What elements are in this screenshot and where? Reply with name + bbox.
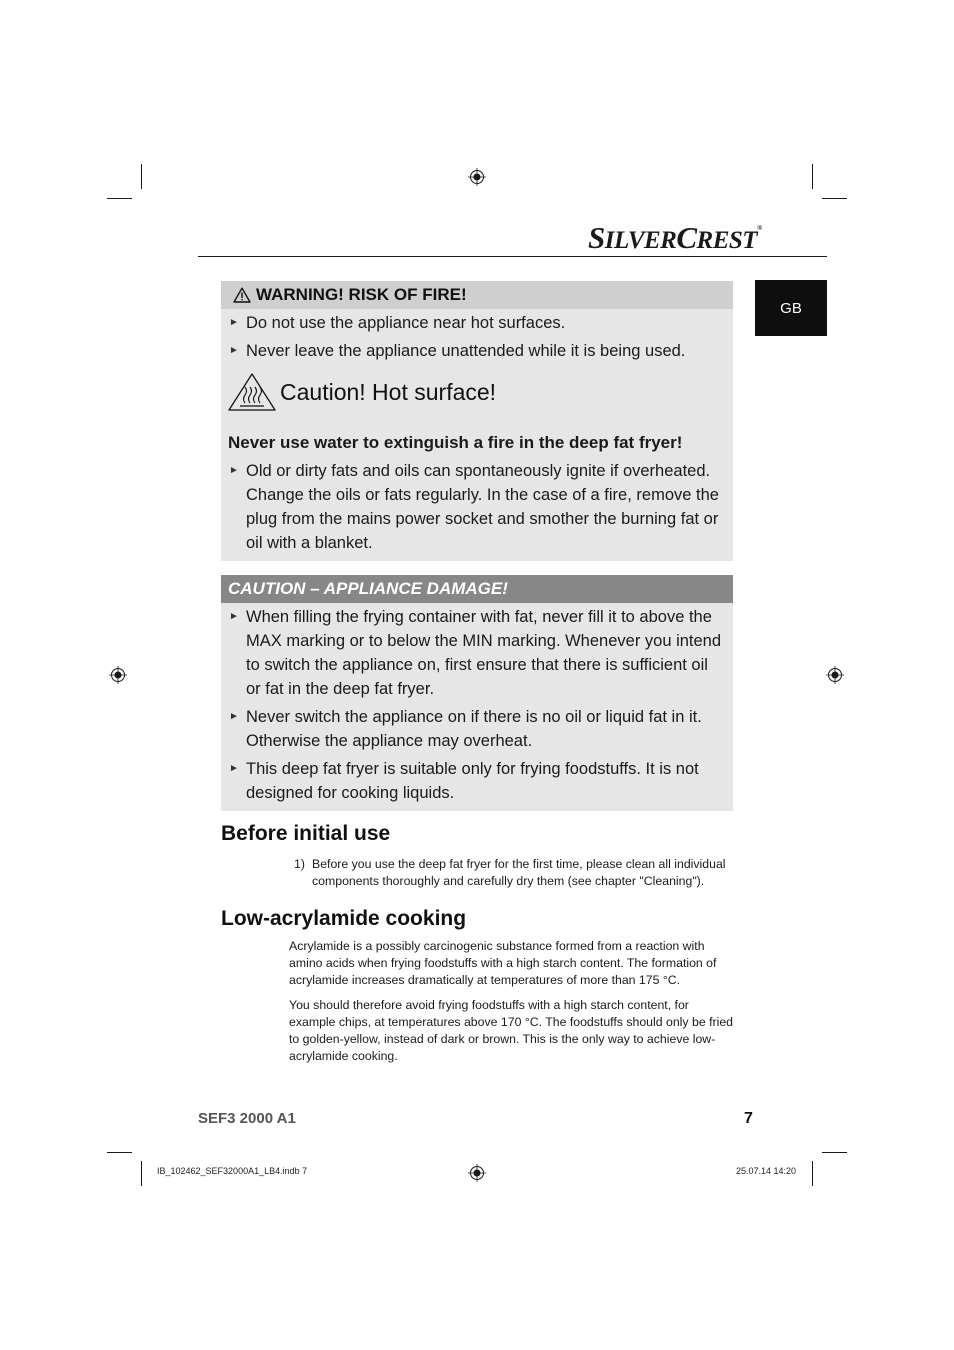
crop-mark (141, 164, 142, 189)
arrow-right-icon: ► (229, 763, 239, 774)
list-item: ► This deep fat fryer is suitable only for frying foodstuffs. It is not designed for cooking liquids. (221, 757, 733, 805)
warning-box-title: WARNING! RISK OF FIRE! (256, 285, 467, 304)
list-item: ► Never leave the appliance unattended while it is being used. (221, 339, 733, 363)
page-number: 7 (744, 1110, 753, 1127)
list-item: ► Do not use the appliance near hot surfaces. (221, 311, 733, 335)
step-number: 1) (294, 857, 305, 871)
warning-box-header (221, 281, 733, 309)
arrow-right-icon: ► (229, 711, 239, 722)
warning-triangle-icon (233, 287, 251, 303)
caution-box-header (221, 575, 733, 603)
brand-logo: SILVERCREST® (588, 220, 762, 255)
registration-mark-icon (826, 666, 844, 684)
crop-mark (822, 1152, 847, 1153)
crop-mark (812, 164, 813, 189)
hot-surface-caption: Caution! Hot surface! (280, 379, 497, 405)
arrow-right-icon: ► (229, 345, 239, 356)
fire-notice: Never use water to extinguish a fire in the deep fat fryer! (228, 433, 683, 452)
language-tab: GB (755, 280, 827, 336)
crop-mark (107, 1152, 132, 1153)
registration-mark-icon (468, 1164, 486, 1182)
arrow-right-icon: ► (229, 611, 239, 622)
acrylamide-paragraph-1: Acrylamide is a possibly carcinogenic substance formed from a reaction with amino acids when frying foodstuffs with a high starch content. The formation of acrylamide increases dramatically at temperatures of more than 175 °C. (289, 939, 717, 987)
caution-box-title: CAUTION – APPLIANCE DAMAGE! (228, 579, 508, 598)
list-item: ► When filling the frying container with fat, never fill it to above the MAX marking or to below the MIN marking. Whenever you intend to switch the appliance on, first ensure that there is sufficient oil or fat in the deep fat fryer. (221, 605, 733, 701)
heading-before-initial-use: Before initial use (221, 822, 391, 845)
heading-low-acrylamide: Low-acrylamide cooking (221, 907, 467, 930)
caution-box (221, 575, 733, 811)
warning-box (221, 281, 733, 561)
model-number: SEF3 2000 A1 (198, 1110, 296, 1127)
list-item: ► Old or dirty fats and oils can spontaneously ignite if overheated. Change the oils or fats regularly. In the case of a fire, remove the plug from the mains power socket and smother the burning fat or oil with a blanket. (221, 459, 733, 555)
crop-mark (107, 198, 132, 199)
crop-mark (812, 1161, 813, 1186)
print-slug-file: IB_102462_SEF32000A1_LB4.indb 7 (157, 1166, 308, 1176)
acrylamide-paragraph-2: You should therefore avoid frying foodstuffs with a high starch content, for example chips, at temperatures above 170 °C. The foodstuffs should only be fried to golden-yellow, instead of dark or brown. This is the only way to achieve low-acrylamide cooking. (289, 998, 733, 1063)
arrow-right-icon: ► (229, 317, 239, 328)
arrow-right-icon: ► (229, 465, 239, 476)
crop-mark (141, 1161, 142, 1186)
print-slug-date: 25.07.14 14:20 (736, 1166, 797, 1176)
hot-surface-row (221, 363, 733, 425)
header-rule (198, 256, 827, 257)
registration-mark-icon (468, 168, 486, 186)
crop-mark (822, 198, 847, 199)
hot-surface-icon (227, 372, 277, 412)
step-text: Before you use the deep fat fryer for the first time, please clean all individual components thoroughly and carefully dry them (see chapter "Cleaning"). (312, 857, 726, 888)
list-item: ► Never switch the appliance on if there is no oil or liquid fat in it. Otherwise the appliance may overheat. (221, 705, 733, 753)
registration-mark-icon (109, 666, 127, 684)
